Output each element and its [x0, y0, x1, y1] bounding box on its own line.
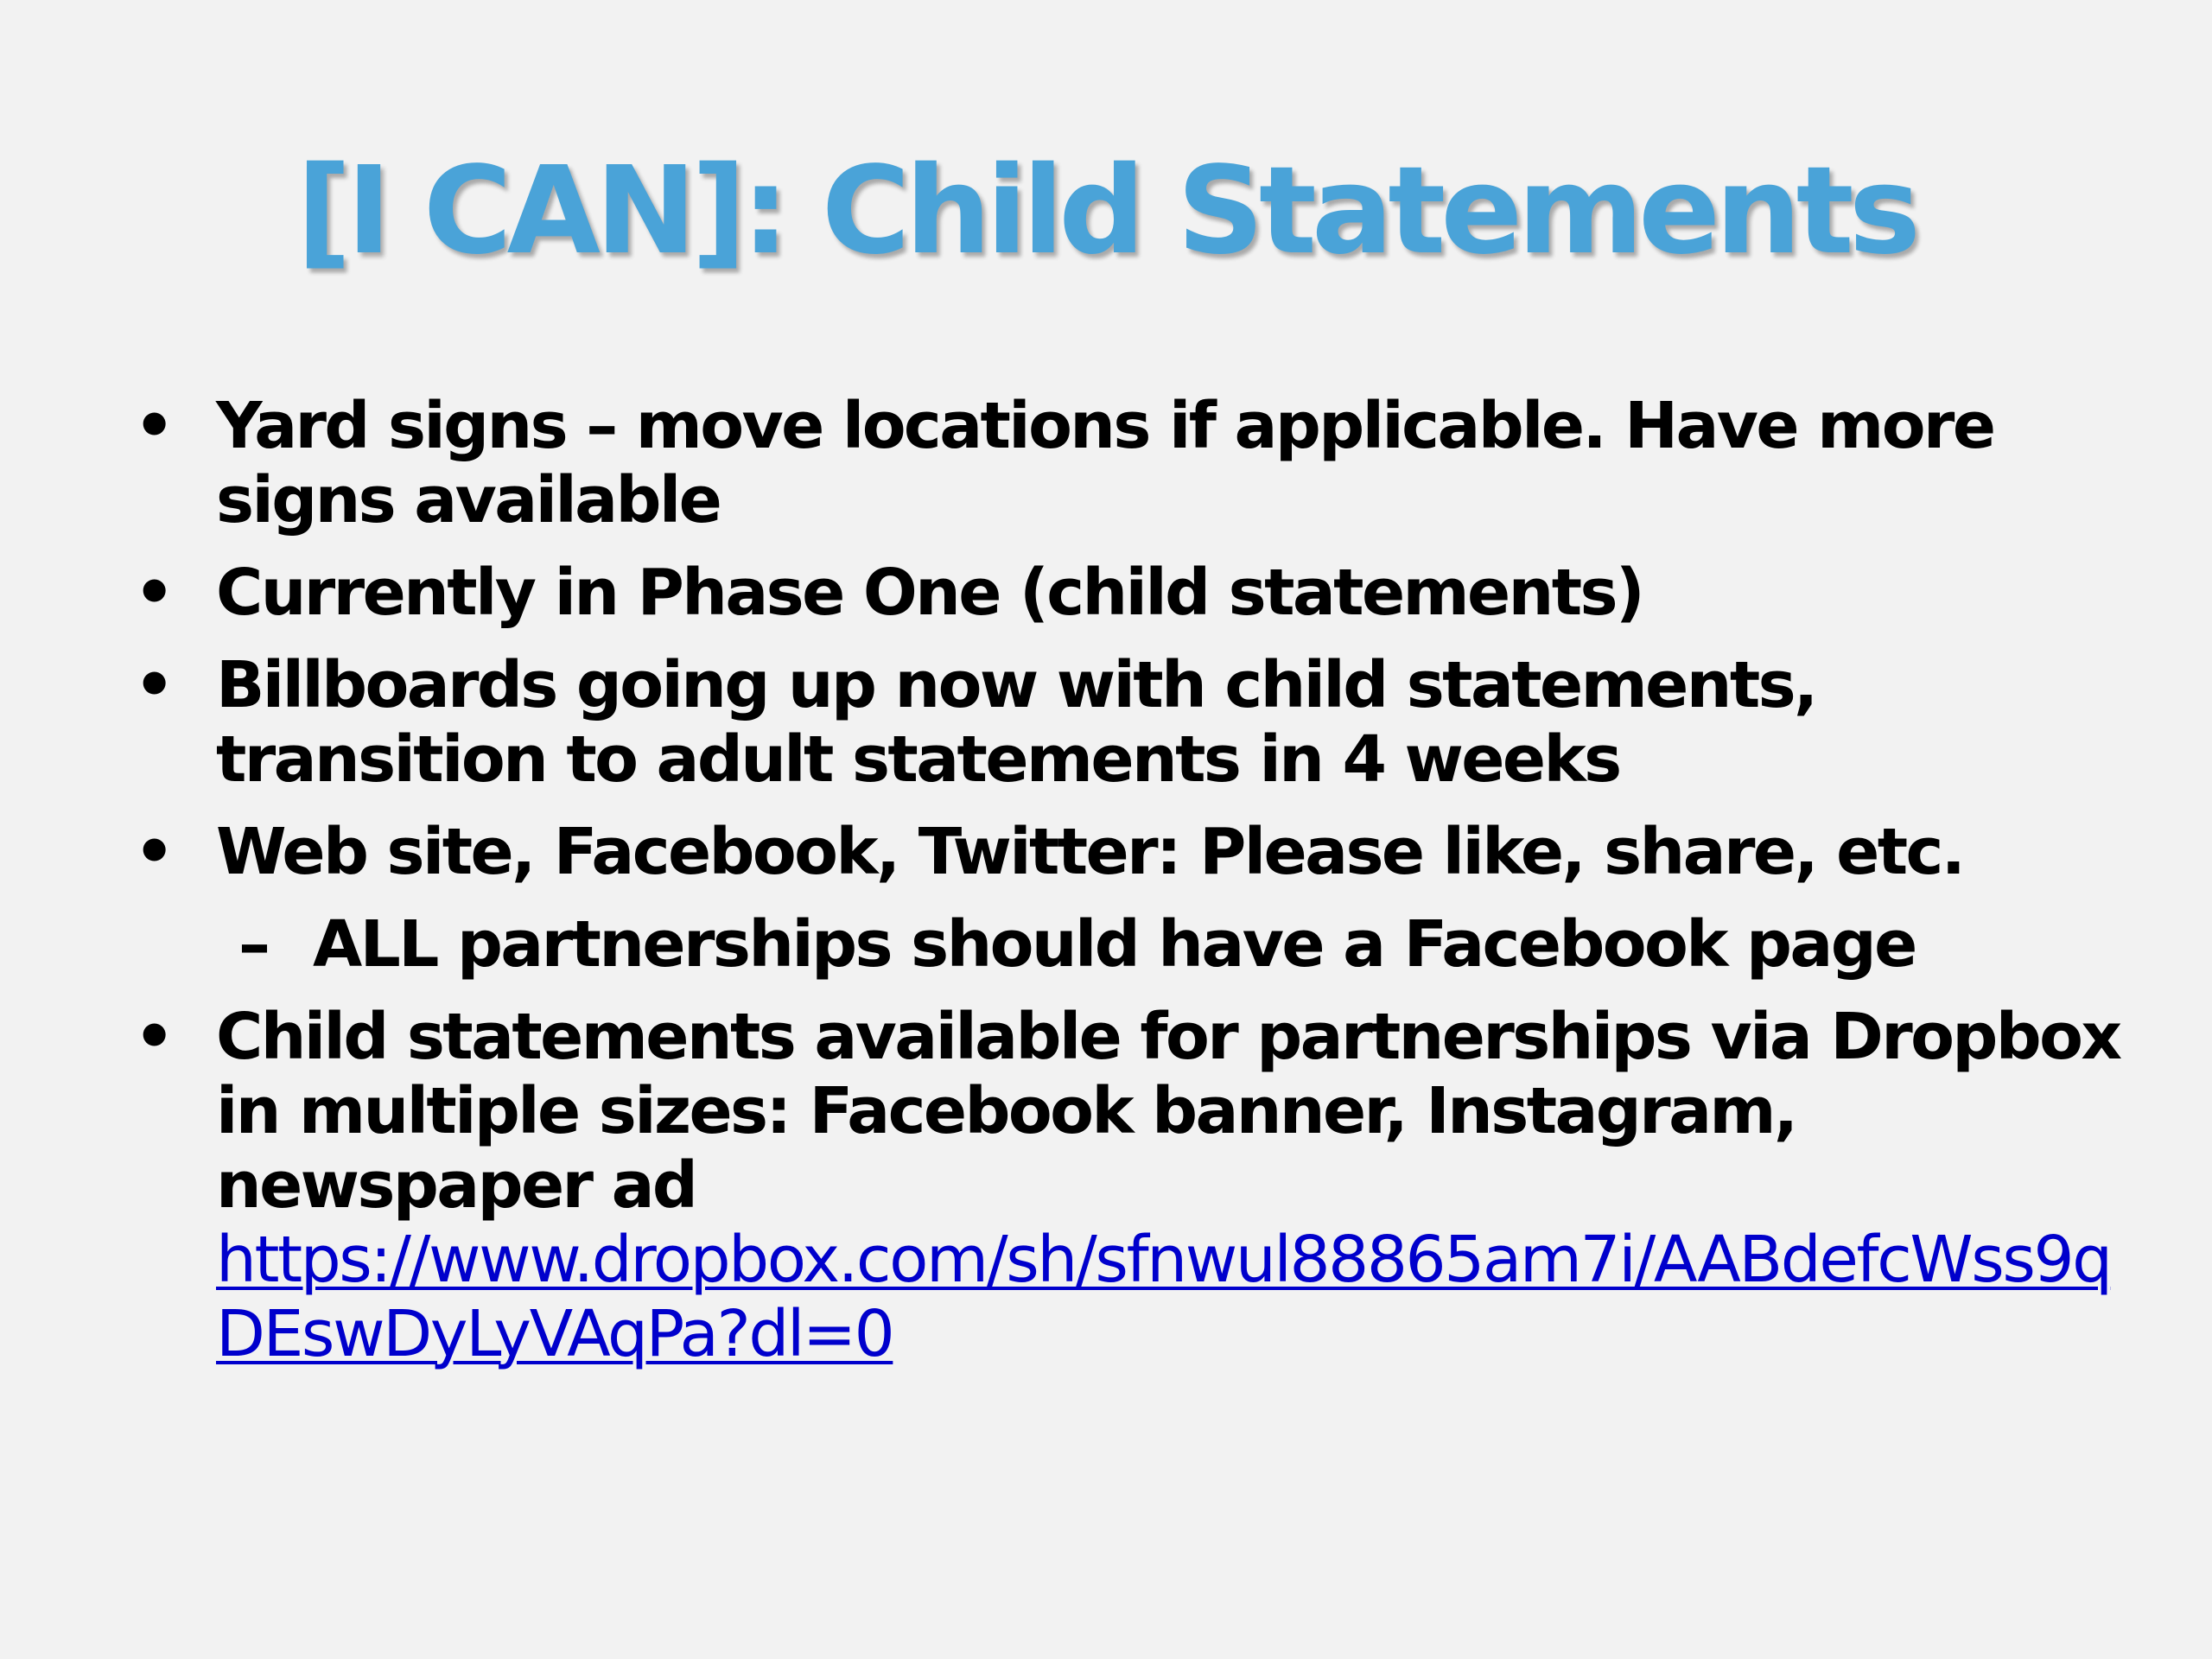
bullet-icon: •	[134, 389, 173, 463]
slide-title: [I CAN]: Child Statements	[296, 141, 1916, 282]
bullet-icon: •	[134, 648, 173, 722]
bullet-item-phase-one	[130, 556, 2143, 630]
bullet-item-billboards	[130, 648, 2143, 797]
bullet-icon: •	[134, 815, 173, 889]
bullet-text: Child statements available for partnerships via Dropbox in multiple sizes: Facebook banner, Instagram, newspaper ad	[216, 1000, 2120, 1223]
dash-icon: –	[238, 907, 269, 982]
bullet-item-yard-signs	[130, 389, 2143, 537]
bullet-text: Yard signs – move locations if applicable. Have more signs available	[216, 389, 1994, 537]
dropbox-link[interactable]: https://www.dropbox.com/sh/sfnwul88865am7i/AABdefcWss9qDEswDyLyVAqPa?dl=0	[216, 1223, 2111, 1371]
bullet-icon: •	[134, 1000, 173, 1074]
sub-bullet-item-facebook-page	[130, 907, 2143, 982]
bullet-list	[130, 389, 2143, 1389]
bullet-text: Billboards going up now with child statements, transition to adult statements in 4 weeks	[216, 648, 1816, 797]
bullet-text: Currently in Phase One (child statements)	[216, 556, 1643, 630]
sub-bullet-text: ALL partnerships should have a Facebook page	[313, 907, 1916, 982]
bullet-item-dropbox	[130, 1000, 2143, 1371]
bullet-text: Web site, Facebook, Twitter: Please like, share, etc.	[216, 815, 1964, 889]
bullet-icon: •	[134, 556, 173, 630]
bullet-item-social-media	[130, 815, 2143, 889]
